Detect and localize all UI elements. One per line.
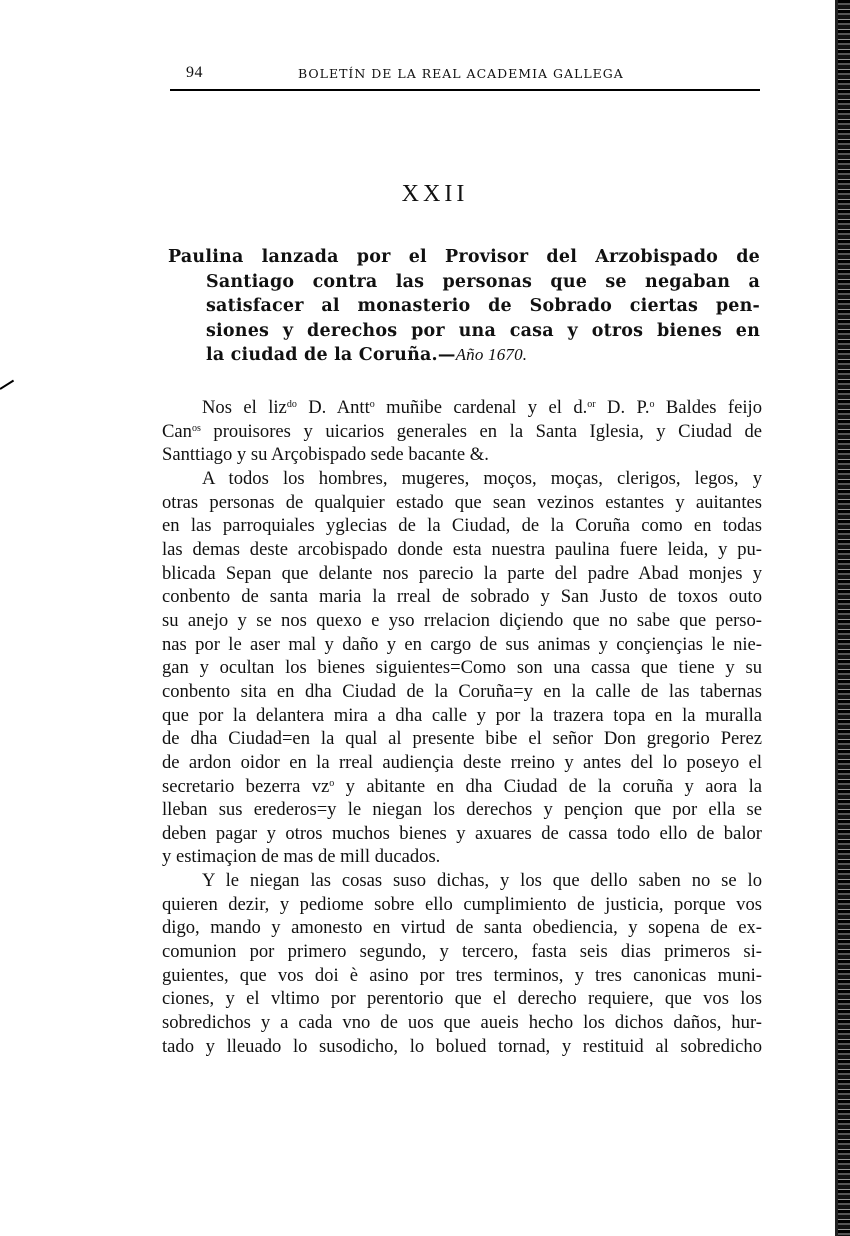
body-line: conbento sita en dha Ciudad de la Coruña=y en la calle de las tabernas: [162, 680, 762, 702]
running-header: [170, 62, 760, 88]
body-line: nas por le aser mal y daño y en cargo de sus animas y conçiençias le nie-: [162, 633, 762, 655]
title-line: siones y derechos por una casa y otros bienes en: [206, 320, 760, 341]
document-number: XXII: [401, 181, 469, 207]
body-line: de dha Ciudad=en la qual al presente bibe el señor Don gregorio Perez: [162, 728, 762, 750]
body-line: guientes, que vos doi è asino por tres terminos, y tres canonicas muni-: [162, 964, 762, 986]
body-line: comunion por primero segundo, y tercero, fasta seis dias primeros si-: [162, 941, 762, 963]
title-text: la ciudad de la Coruña.—: [206, 345, 456, 365]
body-line: conbento de santa maria la rreal de sobrado y San Justo de toxos outo: [162, 586, 762, 608]
text: y abitante en dha Ciudad de la coruña y aora la: [334, 775, 762, 797]
body-line: y estimaçion de mas de mill ducados.: [162, 846, 441, 868]
body-line: las demas deste arcobispado donde esta nuestra paulina fuere leida, y pu-: [162, 538, 762, 560]
header-rule: [170, 89, 760, 91]
body-line: otras personas de qualquier estado que sean vezinos estantes y auitantes: [162, 491, 762, 513]
text: D. Antt: [296, 397, 370, 418]
body-line: tado y lleuado lo susodicho, lo bolued tornad, y restituid al sobredicho: [162, 1035, 762, 1057]
journal-title: BOLETÍN DE LA REAL ACADEMIA GALLEGA: [298, 66, 624, 81]
text: D. P.: [595, 397, 650, 418]
text: Baldes feijo: [654, 397, 763, 418]
body-line: que por la delantera mira a dha calle y por la trazera topa en la muralla: [162, 704, 762, 726]
scan-artifact-mark: [0, 380, 14, 390]
title-line: satisfacer al monasterio de Sobrado ciertas pen-: [206, 296, 760, 316]
document-title: [168, 245, 760, 368]
body-line: Santtiago y su Arçobispado sede bacante &.: [162, 444, 489, 466]
document-body: [162, 396, 762, 1058]
superscript: os: [191, 422, 201, 434]
text: muñibe cardenal y el d.: [374, 397, 588, 418]
body-line: [162, 420, 762, 444]
body-line: deben pagar y otros muchos bienes y axuares de cassa todo ello de balor: [162, 822, 762, 844]
body-line: [162, 396, 762, 420]
title-line: Paulina lanzada por el Provisor del Arzobispado de: [168, 247, 760, 267]
body-line: gan y ocultan los bienes siguientes=Como son una cassa que tiene y su: [162, 657, 762, 679]
document-date: Año 1670.: [455, 345, 528, 364]
superscript: o: [649, 399, 655, 410]
superscript: or: [587, 399, 596, 410]
body-line: su anejo y se nos quexo e yso rrelacion diçiendo que no sabe que perso-: [162, 609, 762, 631]
body-line: Y le niegan las cosas suso dichas, y los que dello saben no se lo: [202, 870, 762, 892]
superscript: do: [286, 399, 297, 410]
body-line: lleban sus erederos=y le niegan los derechos y pençion que por ella se: [162, 799, 762, 821]
title-line: [168, 343, 760, 368]
body-line: digo, mando y amonesto en virtud de santa obediencia, y sopena de ex-: [162, 917, 762, 939]
superscript: o: [369, 399, 375, 410]
title-line: Santiago contra las personas que se negaban a: [206, 271, 760, 292]
page-number: 94: [186, 64, 203, 81]
text: prouisores y uicarios generales en la Santa Iglesia, y Ciudad de: [200, 420, 762, 442]
text: Can: [162, 420, 192, 442]
body-line: en las parroquiales yglecias de la Ciudad, de la Coruña como en todas: [162, 515, 762, 537]
text: Nos el liz: [202, 397, 287, 418]
body-line: de ardon oidor en la rreal audiençia deste rreino y antes del lo poseyo el: [162, 751, 762, 773]
body-line: sobredichos y a cada vno de uos que aueis hecho los dichos daños, hur-: [162, 1012, 762, 1034]
body-line: blicada Sepan que delante nos parecio la parte del padre Abad monjes y: [162, 562, 762, 584]
text: secretario bezerra vz: [162, 775, 330, 797]
body-line: quieren dezir, y pediome sobre ello cumplimiento de justicia, porque vos: [162, 893, 762, 915]
body-line: A todos los hombres, mugeres, moços, moças, clerigos, legos, y: [202, 467, 762, 489]
body-line: [162, 775, 762, 799]
body-line: ciones, y el vltimo por perentorio que el derecho requiere, que vos los: [162, 988, 762, 1010]
superscript: o: [329, 777, 335, 789]
